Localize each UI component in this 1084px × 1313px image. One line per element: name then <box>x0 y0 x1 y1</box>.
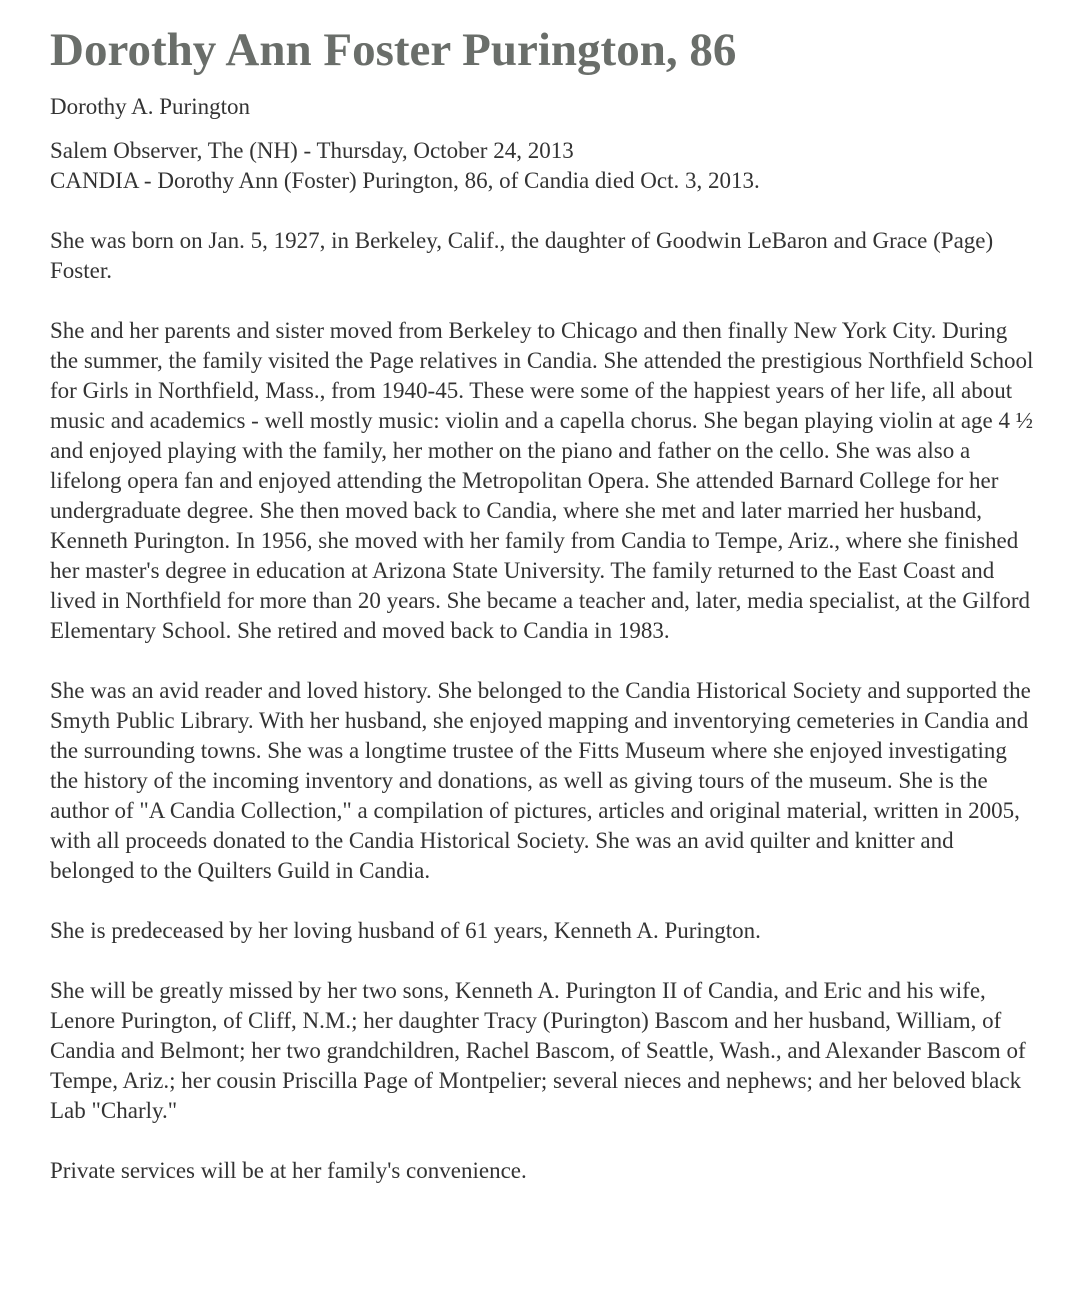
paragraph-birth: She was born on Jan. 5, 1927, in Berkeley, Calif., the daughter of Goodwin LeBaron and Grace (Page) Foster. <box>50 228 994 283</box>
article-subtitle: Dorothy A. Purington <box>50 94 250 119</box>
lead-paragraph: CANDIA - Dorothy Ann (Foster) Purington, 86, of Candia died Oct. 3, 2013. <box>50 168 760 193</box>
paragraph-survivors: She will be greatly missed by her two sons, Kenneth A. Purington II of Candia, and Eric and his wife, Lenore Purington, of Cliff, N.M.; her daughter Tracy (Purington) Bascom and her husband, William, of Candia and Belmont; her two grandchildren, Rachel Bascom, of Seattle, Wash., and Alexander Bascom of Tempe, Ariz.; her cousin Priscilla Page of Montpelier; several nieces and nephews; and her beloved black Lab "Charly." <box>50 978 1026 1123</box>
obituary-article <box>50 22 1040 1186</box>
paragraph-life: She and her parents and sister moved from Berkeley to Chicago and then finally New York City. During the summer, the family visited the Page relatives in Candia. She attended the prestigious Northfield School for Girls in Northfield, Mass., from 1940-45. These were some of the happiest years of her life, all about music and academics - well mostly music: violin and a capella chorus. She began playing violin at age 4 ½ and enjoyed playing with the family, her mother on the piano and father on the cello. She was also a lifelong opera fan and enjoyed attending the Metropolitan Opera. She attended Barnard College for her undergraduate degree. She then moved back to Candia, where she met and later married her husband, Kenneth Purington. In 1956, she moved with her family from Candia to Tempe, Ariz., where she finished her master's degree in education at Arizona State University. The family returned to the East Coast and lived in Northfield for more than 20 years. She became a teacher and, later, media specialist, at the Gilford Elementary School. She retired and moved back to Candia in 1983. <box>50 318 1034 643</box>
source-line: Salem Observer, The (NH) - Thursday, October 24, 2013 <box>50 138 574 163</box>
paragraph-services: Private services will be at her family's convenience. <box>50 1158 527 1183</box>
article-meta <box>50 136 1040 196</box>
article-title: Dorothy Ann Foster Purington, 86 <box>50 24 737 76</box>
paragraph-interests: She was an avid reader and loved history. She belonged to the Candia Historical Society and supported the Smyth Public Library. With her husband, she enjoyed mapping and inventorying cemeteries in Candia and the surrounding towns. She was a longtime trustee of the Fitts Museum where she enjoyed investigating the history of the incoming inventory and donations, as well as giving tours of the museum. She is the author of "A Candia Collection," a compilation of pictures, articles and original material, written in 2005, with all proceeds donated to the Candia Historical Society. She was an avid quilter and knitter and belonged to the Quilters Guild in Candia. <box>50 678 1031 883</box>
paragraph-predeceased: She is predeceased by her loving husband of 61 years, Kenneth A. Purington. <box>50 918 761 943</box>
